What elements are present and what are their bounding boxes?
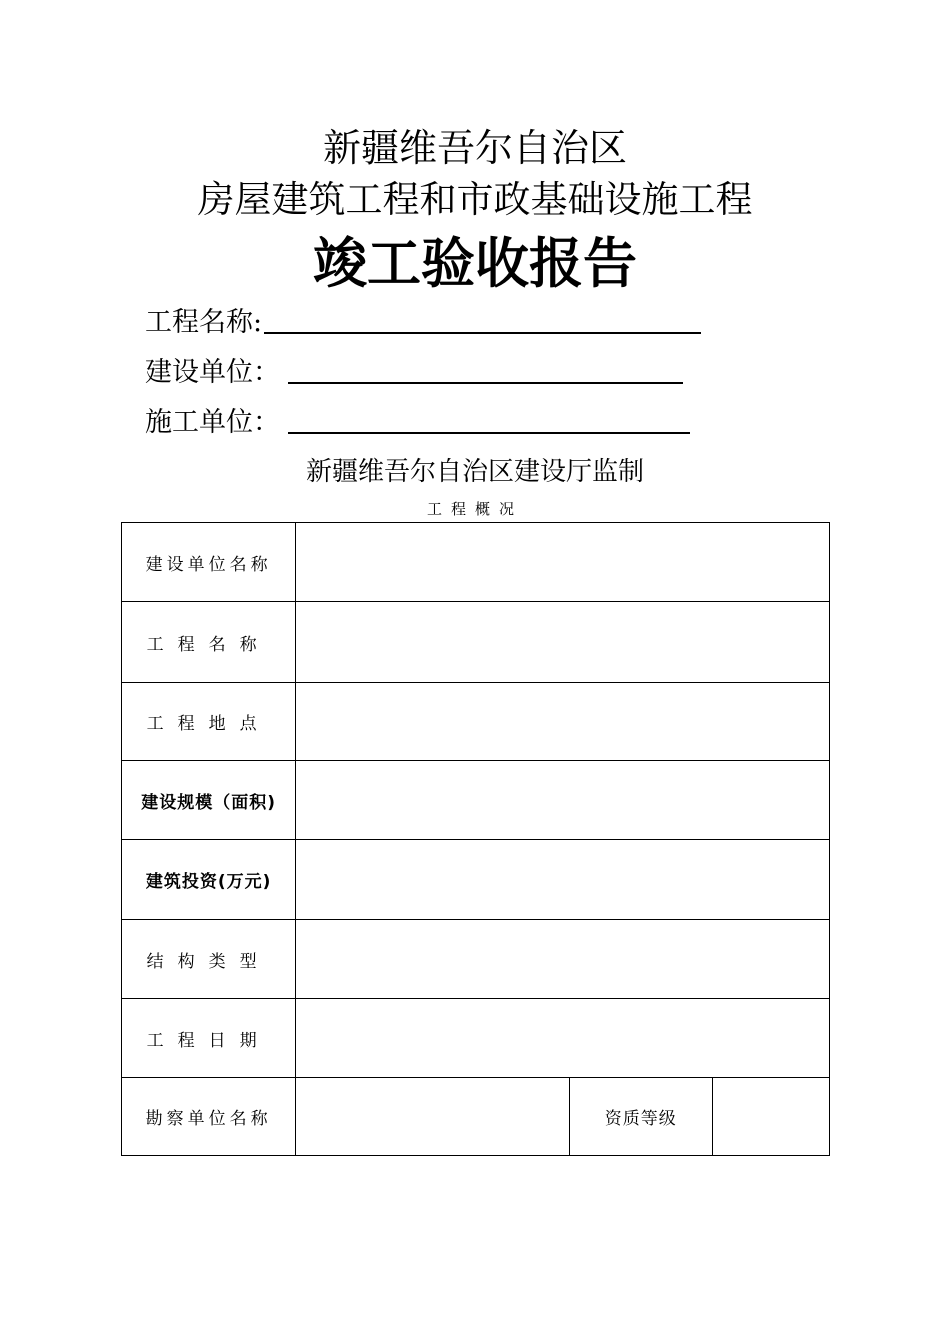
row-value-survey-unit[interactable] <box>296 1078 569 1156</box>
row-value-investment[interactable] <box>296 840 830 920</box>
project-overview-table <box>121 522 830 1156</box>
row-value-builder-unit[interactable] <box>296 523 830 602</box>
table-row <box>122 683 830 761</box>
row-label-project-location: 工程地点 <box>122 683 296 761</box>
contractor-field <box>145 400 690 440</box>
project-name-label: 工程名称: <box>145 307 263 338</box>
row-value-building-scale[interactable] <box>296 761 830 840</box>
row-label-qualification: 资质等级 <box>569 1078 712 1156</box>
row-label-investment: 建筑投资(万元) <box>122 840 296 920</box>
table-row <box>122 840 830 920</box>
row-label-structure-type: 结构类型 <box>122 920 296 999</box>
table-row <box>122 602 830 683</box>
row-value-project-location[interactable] <box>296 683 830 761</box>
builder-input[interactable] <box>288 382 683 384</box>
row-label-building-scale: 建设规模（面积) <box>122 761 296 840</box>
table-row <box>122 761 830 840</box>
table-row <box>122 523 830 602</box>
supervisor-note: 新疆维吾尔自治区建设厅监制 <box>305 457 644 487</box>
contractor-input[interactable] <box>288 432 690 434</box>
row-label-project-date: 工程日期 <box>122 999 296 1078</box>
table-row <box>122 999 830 1078</box>
row-value-qualification[interactable] <box>712 1078 829 1156</box>
contractor-label: 施工单位： <box>145 407 280 438</box>
document-title-region: 新疆维吾尔自治区 <box>322 126 627 170</box>
table-caption: 工程概况 <box>426 500 523 518</box>
project-name-input[interactable] <box>264 332 701 334</box>
row-label-project-name: 工程名称 <box>122 602 296 683</box>
row-label-survey-unit: 勘察单位名称 <box>122 1078 296 1156</box>
document-title-main: 竣工验收报告 <box>313 231 637 295</box>
row-value-project-name[interactable] <box>296 602 830 683</box>
table-row <box>122 920 830 999</box>
builder-field <box>145 350 683 390</box>
document-title-scope: 房屋建筑工程和市政基础设施工程 <box>197 178 753 221</box>
row-value-project-date[interactable] <box>296 999 830 1078</box>
project-name-field <box>145 300 701 340</box>
builder-label: 建设单位： <box>145 357 280 388</box>
table-row <box>122 1078 830 1156</box>
row-label-builder-unit: 建设单位名称 <box>122 523 296 602</box>
row-value-structure-type[interactable] <box>296 920 830 999</box>
